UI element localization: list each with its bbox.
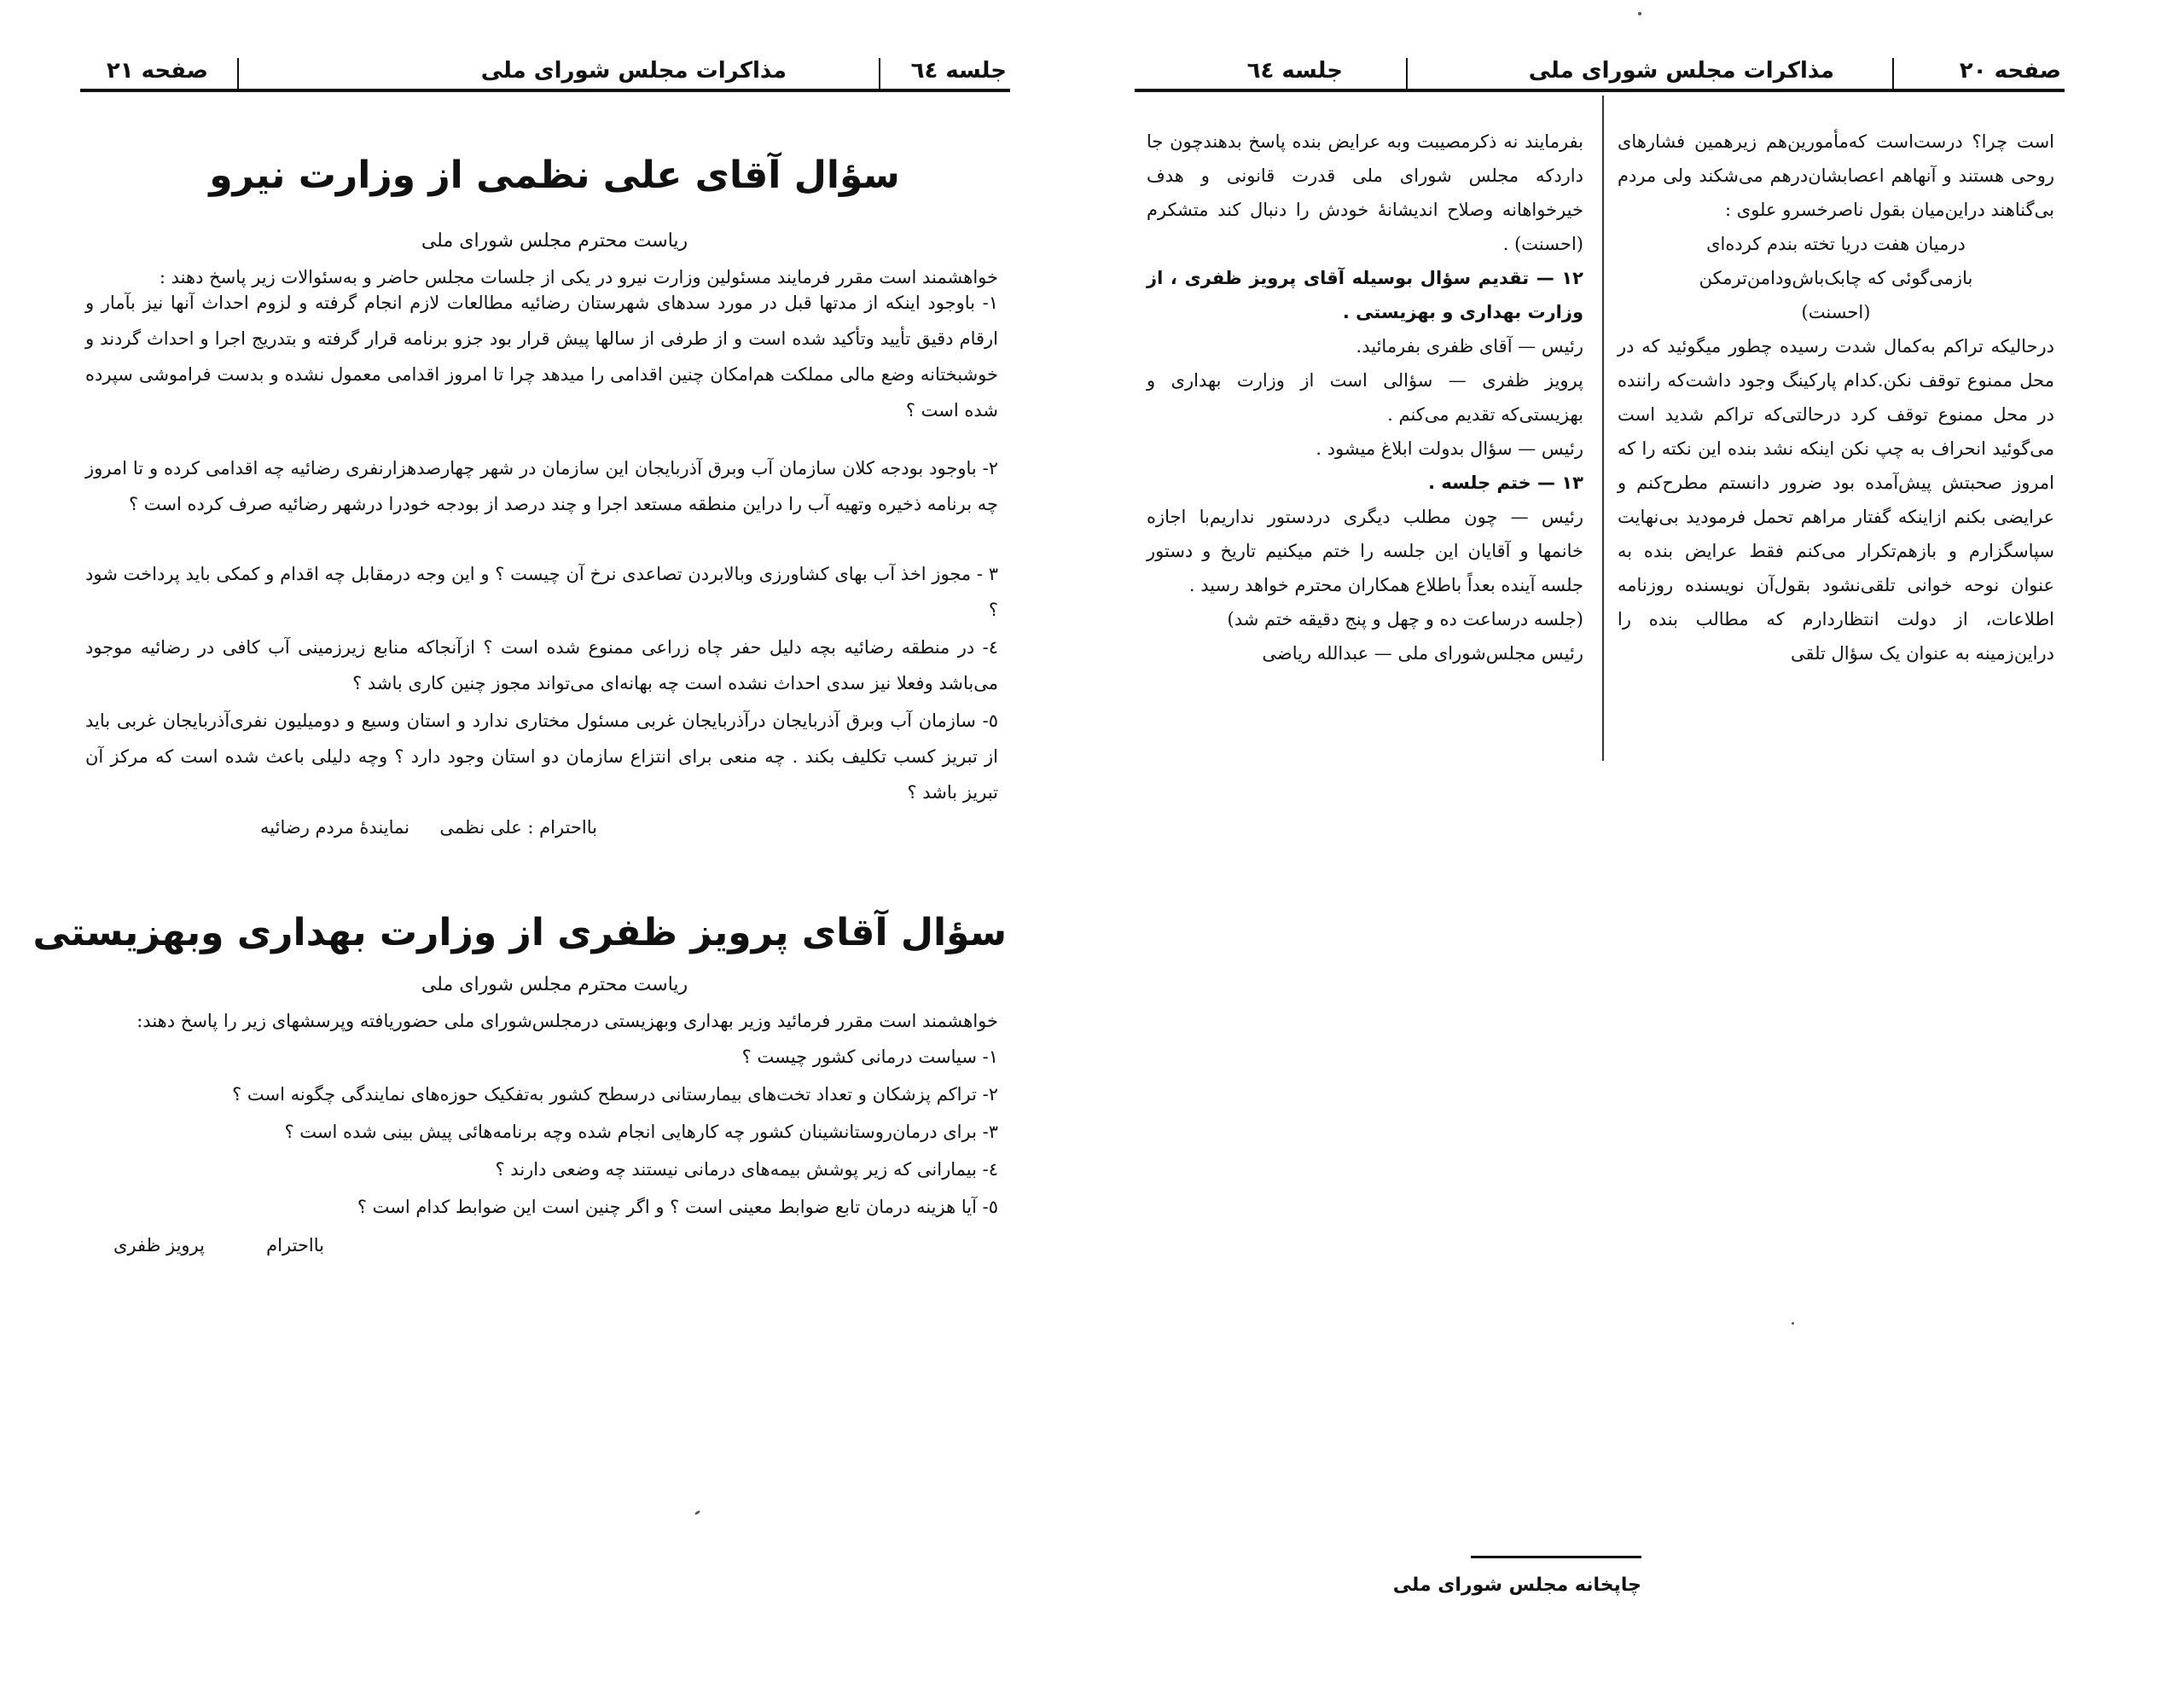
scan-speck — [1792, 1322, 1794, 1325]
paragraph: (جلسه درساعت ده و چهل و پنج دقیقه ختم شد) — [1227, 609, 1583, 629]
verse-line: درمیان هفت دریا تخته بندم کرده‌ای — [1706, 234, 1966, 254]
paragraph: بفرمایند نه ذکرمصیبت وبه عرایض بنده پاسخ بدهندچون جا دارد‌که مجلس شورای ملی قدرت قانونی و هدف خیرخواهانه وصلاح اندیشانه‌ٔ خودش را دنبال کند متشکرم (احسنت) . — [1147, 131, 1583, 254]
column-divider — [1602, 96, 1604, 761]
question-item: ۲- باوجود بودجه کلان سازمان آب وبرق آذربایجان این سازمان در شهر چهارصدهزارنفری رضائیه چه اقدامی کرده و تا امروز چه برنامه ذخیره وتهیه آب را دراین منطقه مستعد اجرا و چند درصد از بودجه خودرا درشهر رضائیه صرف کرده است ؟ — [85, 458, 998, 514]
verse-line: (احسنت) — [1801, 302, 1871, 322]
session-number: جلسه ٦٤ — [1246, 58, 1343, 84]
question-item: ۳ - مجوز اخذ آب بهای کشاورزی وبالابردن تصاعدی نرخ آن چیست ؟ و این وجه درمقابل چه اقدام و کمکی باید پرداخت شود ؟ — [85, 564, 998, 620]
verse-line: بازمی‌گوئی که چابک‌باش‌ودامن‌ترمکن — [1699, 268, 1973, 288]
question-item: ٥- سازمان آب وبرق آذربایجان درآذربایجان غربی مسئول مختاری ندارد و استان وسیع و دومیلیون نفری‌آذربایجان غربی باید از تبریز کسب تکلیف بکند . چه منعی برای انتزاع سازمان دو استان وجود دارد ؟ وچه دلیلی باعث شده است که مرکز آن تبریز باشد ؟ — [85, 710, 998, 803]
addressee: ریاست محترم مجلس شورای ملی — [421, 230, 688, 252]
column-left — [1147, 125, 1583, 670]
signature-name: پرویز ظفری — [113, 1235, 205, 1256]
page-20 — [1092, 0, 2184, 1705]
page-number: صفحه ۲۰ — [1959, 58, 2061, 84]
printer-footer: چاپخانه مجلس شورای ملی — [1392, 1575, 1641, 1596]
question-item: ٤- بیمارانی که زیر پوشش بیمه‌های درمانی نیستند چه وضعی دارند ؟ — [495, 1159, 998, 1180]
header-title: مذاکرات مجلس شورای ملی — [1528, 58, 1834, 84]
header-title: مذاکرات مجلس شورای ملی — [480, 58, 787, 84]
question-item: ۱- سیاست درمانی کشور چیست ؟ — [741, 1047, 998, 1067]
signature-role: نماینده‌ٔ مردم رضائیه — [260, 817, 410, 838]
question-title: سؤال آقای علی نظمی از وزارت نیرو — [209, 154, 900, 197]
signature: بااحترام — [266, 1235, 324, 1256]
question-item: ٥- آیا هزینه درمان تابع ضوابط معینی است ؟ و اگر چنین است این ضوابط کدام است ؟ — [357, 1197, 998, 1217]
question-item: ۱- باوجود اینکه از مدتها قبل در مورد سدهای شهرستان رضائیه مطالعات لازم انجام گرفته و لزوم احداث آنها نیز بآمار و ارقام دقیق تأیید وتأکید شده است و از طرفی از سالها پیش قرار بود جزو برنامه قرار گرفته و بتدریج اجرا و احداث گردند و خوشبختانه وضع مالی مملکت هم‌امکان چنین اقدامی را میدهد چرا تا امروز اقدامی معمول نشده و بدست فراموشی سپرده شده است ؟ — [85, 293, 998, 420]
session-number: جلسه ٦٤ — [910, 58, 1007, 84]
signature: رئیس مجلس‌شورای ملی — عبدالله ریاضی — [1262, 643, 1583, 664]
paragraph: درحالیکه تراکم به‌کمال شدت رسیده چطور میگوئید که در محل ممنوع توقف نکن.کدام پارکینگ وجود داشت‌که راننده در محل ممنوع توقف کرد درحالتی‌که تراکم شدید است می‌گوئید انحراف به چپ نکن اینکه نشد بنده این نکته را که امروز صحبتش پیش‌آمده بود ضرور دانستم مطرح‌کنم و عرایضی بکنم ازاینکه گفتار مراهم تحمل فرمودید بی‌نهایت سپاسگزارم و بازهم‌تکرار می‌کنم فقط عرایض بنده به عنوان نوحه خوانی تلقی‌نشود بقول‌آن نویسنده روزنامه اطلاعات، از دولت انتظاردارم که مطالب بنده را دراین‌زمینه به عنوان یک سؤال تلقی — [1618, 336, 2054, 664]
question-intro: خواهشمند است مقرر فرمایند مسئولین وزارت نیرو در یکی از جلسات مجلس حاضر و به‌سئوالات زیر پاسخ دهند : — [159, 267, 998, 287]
header-separator — [237, 58, 239, 92]
page-header — [80, 58, 1010, 92]
footer-rule — [1471, 1556, 1641, 1558]
scan-speck — [694, 1510, 700, 1515]
section-heading: ۱۲ — تقدیم سؤال بوسیله آقای پرویز ظفری ، از وزارت بهداری و بهزیستی . — [1147, 268, 1583, 322]
page-number: صفحه ۲۱ — [106, 58, 208, 84]
header-separator — [879, 58, 880, 92]
header-separator — [1892, 58, 1894, 92]
question-intro: خواهشمند است مقرر فرمائید وزیر بهداری وبهزیستی درمجلس‌شورای ملی حضوریافته وپرسشهای زیر را پاسخ دهند: — [136, 1011, 998, 1031]
paragraph: رئیس — آقای ظفری بفرمائید. — [1356, 336, 1583, 357]
paragraph: است چرا؟ درست‌است که‌مأمورین‌هم زیرهمین فشارهای روحی هستند و آنهاهم اعصابشان‌درهم می‌شکند ولی مردم بی‌گناهند دراین‌میان بقول ناصرخسرو علوی : — [1618, 131, 2054, 220]
column-right — [1618, 125, 2054, 670]
page-header — [1135, 58, 2065, 92]
header-separator — [1406, 58, 1408, 92]
addressee: ریاست محترم مجلس شورای ملی — [421, 974, 688, 995]
scan-speck — [1638, 12, 1641, 15]
question-title: سؤال آقای پرویز ظفری از وزارت بهداری وبهزیستی — [32, 911, 1007, 954]
paragraph: پرویز ظفری — سؤالی است از وزارت بهداری و بهزیستی‌که تقدیم می‌کنم . — [1147, 370, 1583, 425]
paragraph: رئیس — چون مطلب دیگری دردستور نداریم‌با اجازه خانمها و آقایان این جلسه را ختم میکنیم تاریخ و دستور جلسه آینده بعداً باطلاع همکاران محترم خواهد رسید . — [1147, 507, 1583, 595]
section-heading: ۱۳ — ختم جلسه . — [1428, 473, 1583, 493]
question-item: ۲- تراکم پزشکان و تعداد تخت‌های بیمارستانی درسطح کشور به‌تفکیک حوزه‌های نمایندگی چگونه است ؟ — [232, 1084, 998, 1105]
question-item: ٤- در منطقه رضائیه بچه دلیل حفر چاه زراعی ممنوع شده است ؟ ازآنجاکه منابع زیرزمینی آب کافی در رضائیه موجود می‌باشد وفعلا نیز سدی احداث نشده است چه بهانه‌ای می‌تواند مجوز چنین کاری باشد ؟ — [85, 637, 998, 693]
signature: بااحترام : علی نظمی — [439, 817, 597, 838]
question-item: ۳- برای درمان‌روستانشینان کشور چه کارهایی انجام شده وچه برنامه‌هائی پیش بینی شده است ؟ — [284, 1122, 998, 1142]
paragraph: رئیس — سؤال بدولت ابلاغ میشود . — [1316, 438, 1583, 459]
